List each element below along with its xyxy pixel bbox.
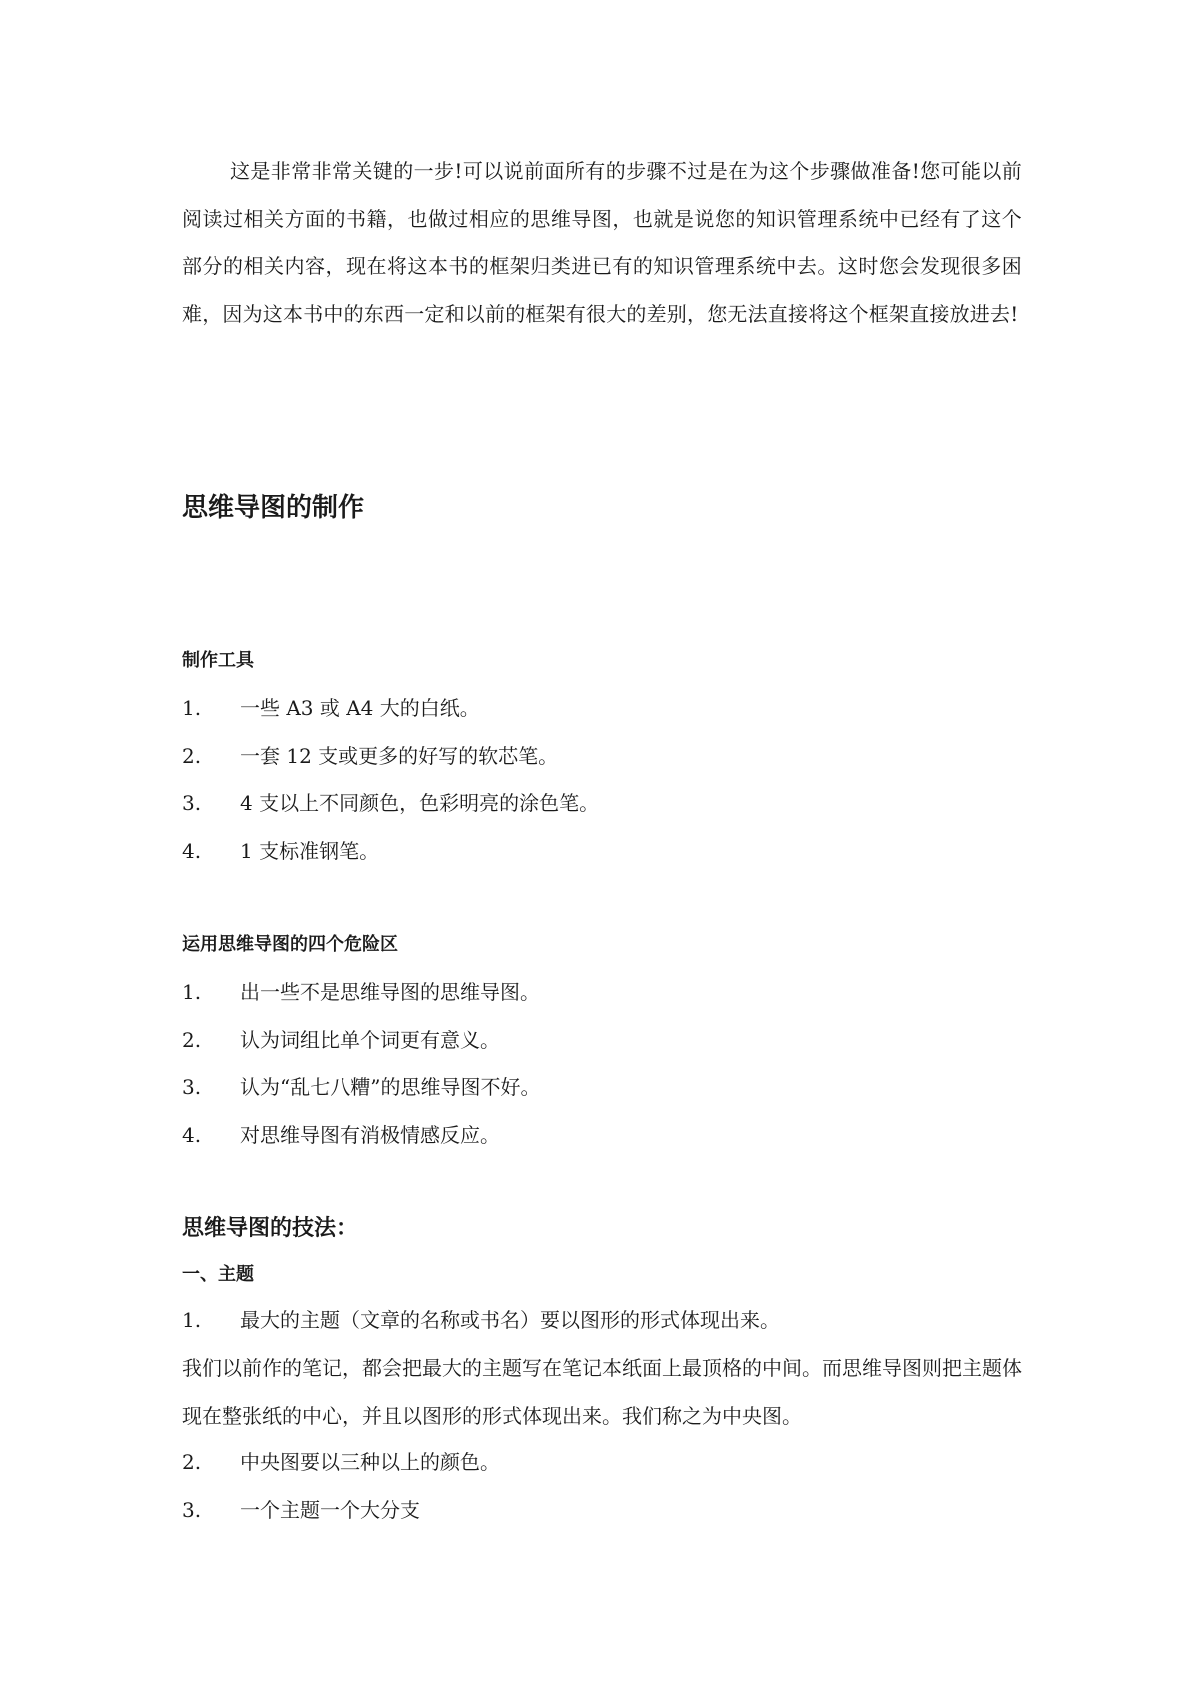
topic-heading: 一、主题 <box>182 1264 254 1285</box>
document-page <box>182 0 1022 1698</box>
intro-paragraph: 这是非常非常关键的一步!可以说前面所有的步骤不过是在为这个步骤做准备!您可能以前阅读过相关方面的书籍，也做过相应的思维导图，也就是说您的知识管理系统中已经有了这个部分的相关内容，现在将这本书的框架归类进已有的知识管理系统中去。这时您会发现很多困难，因为这本书中的东西一定和以前的框架有很大的差别，您无法直接将这个框架直接放进去! <box>182 159 1022 326</box>
list-item-text: 中央图要以三种以上的颜色。 <box>240 1450 500 1474</box>
list-item <box>182 828 1022 876</box>
list-item-number: 3. <box>182 1075 202 1099</box>
list-item-number: 1. <box>182 980 202 1004</box>
list-item <box>182 685 1022 733</box>
list-item-text: 1 支标准钢笔。 <box>240 838 380 863</box>
list-item-number: 1. <box>182 696 202 720</box>
list-item <box>182 1017 1022 1065</box>
list-item-text: 一套 12 支或更多的好写的软芯笔。 <box>240 743 559 768</box>
list-item-text: 一些 A3 或 A4 大的白纸。 <box>240 696 480 720</box>
list-item-text: 4 支以上不同颜色，色彩明亮的涂色笔。 <box>240 791 600 815</box>
tools-heading: 制作工具 <box>182 650 254 671</box>
list-item-text: 最大的主题（文章的名称或书名）要以图形的形式体现出来。 <box>240 1308 780 1332</box>
list-item-number: 4. <box>182 1122 202 1147</box>
list-item-number: 2. <box>182 1027 202 1052</box>
danger-list <box>182 969 1022 1159</box>
section-title-making: 思维导图的制作 <box>182 493 365 523</box>
section-title-techniques: 思维导图的技法： <box>182 1216 359 1241</box>
techniques-list-rest <box>182 1439 1022 1534</box>
list-item-number: 3. <box>182 791 202 815</box>
list-item <box>182 1112 1022 1160</box>
topic-paragraph: 我们以前作的笔记，都会把最大的主题写在笔记本纸面上最顶格的中间。而思维导图则把主题体现在整张纸的中心，并且以图形的形式体现出来。我们称之为中央图。 <box>182 1356 1022 1428</box>
list-item <box>182 780 1022 828</box>
list-item <box>182 1439 1022 1487</box>
list-item-text: 对思维导图有消极情感反应。 <box>240 1122 500 1147</box>
list-item-number: 2. <box>182 743 202 768</box>
list-item-number: 2. <box>182 1450 202 1474</box>
list-item <box>182 733 1022 781</box>
list-item <box>182 1297 1022 1345</box>
list-item-number: 4. <box>182 838 202 863</box>
list-item <box>182 1064 1022 1112</box>
list-item <box>182 969 1022 1017</box>
list-item-text: 出一些不是思维导图的思维导图。 <box>240 980 540 1004</box>
techniques-list-first <box>182 1297 1022 1345</box>
danger-heading: 运用思维导图的四个危险区 <box>182 934 398 955</box>
list-item-number: 1. <box>182 1308 202 1332</box>
list-item-text: 一个主题一个大分支 <box>240 1497 420 1522</box>
list-item <box>182 1487 1022 1535</box>
tools-list <box>182 685 1022 875</box>
list-item-number: 3. <box>182 1497 202 1522</box>
list-item-text: 认为词组比单个词更有意义。 <box>240 1027 500 1052</box>
list-item-text: 认为“乱七八糟”的思维导图不好。 <box>240 1075 541 1099</box>
